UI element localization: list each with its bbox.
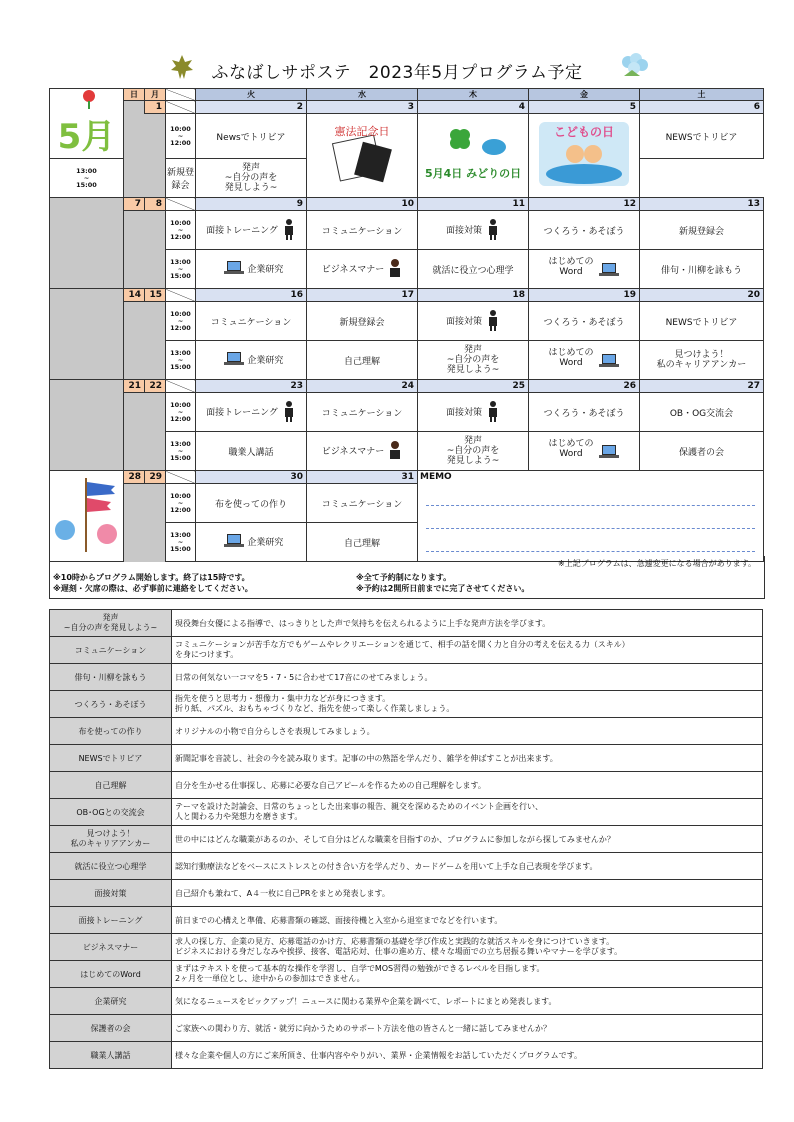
day-number: 7 <box>124 198 145 211</box>
koinobori-image <box>50 471 124 562</box>
memo-line <box>426 506 755 529</box>
program-name: 自己理解 <box>50 772 172 799</box>
program-name: 職業人講話 <box>50 1042 172 1069</box>
day-number: 25 <box>418 380 529 393</box>
hydrangea-icon <box>620 52 650 83</box>
program-name: NEWSでトリビア <box>50 745 172 772</box>
program-cell: ビジネスマナー <box>307 432 418 471</box>
day-number: 27 <box>640 380 764 393</box>
day-number: 8 <box>145 198 166 211</box>
note-line: ※遅刻・欠席の際は、必ず事前に連絡をしてください。 <box>53 584 253 593</box>
svg-text:憲法記念日: 憲法記念日 <box>334 125 390 138</box>
week-row <box>50 101 764 114</box>
memo-line <box>426 483 755 506</box>
carnation-icon <box>80 89 98 109</box>
program-name: コミュニケーション <box>50 637 172 664</box>
note-line: ※10時からプログラム開始します。終了は15時です。 <box>53 573 250 582</box>
program-desc: テーマを設けた討論会、日常のちょっとした出来事の報告、親交を深めるためのイベント企画を行い、 人と関わる力や発想力を磨きます。 <box>172 799 763 826</box>
program-cell: ビジネスマナー <box>307 250 418 289</box>
day-number: 13 <box>640 198 764 211</box>
program-desc: 自己紹介も兼ねて、A４一枚に自己PRをまとめ発表します。 <box>172 880 763 907</box>
program-cell: 発声 ~自分の声を 発見しよう~ <box>418 432 529 471</box>
businessman-icon <box>486 400 500 425</box>
memo-line <box>426 529 755 552</box>
weekday-fri: 金 <box>529 89 640 101</box>
maple-leaf-icon <box>170 54 194 85</box>
day-number: 1 <box>145 101 166 114</box>
month-label: 5月 <box>57 117 116 157</box>
time-am: 10:00 ~ 12:00 <box>166 114 196 159</box>
program-cell: コミュニケーション <box>307 484 418 523</box>
day-number: 12 <box>529 198 640 211</box>
svg-text:5月4日 みどりの日: 5月4日 みどりの日 <box>424 167 522 180</box>
day-number: 5 <box>529 101 640 114</box>
program-cell: 面接トレーニング <box>196 393 307 432</box>
program-name: 就活に役立つ心理学 <box>50 853 172 880</box>
businessman-icon <box>486 309 500 334</box>
program-cell: 企業研究 <box>196 341 307 380</box>
note-line: ※予約は2開所日前までに完了させてください。 <box>356 584 530 593</box>
program-cell: 見つけよう！ 私のキャリアアンカー <box>640 341 764 380</box>
program-cell: 面接トレーニング <box>196 211 307 250</box>
day-number: 22 <box>145 380 166 393</box>
program-cell: つくろう・あそぼう <box>529 211 640 250</box>
program-cell: 自己理解 <box>307 523 418 562</box>
businesswoman-icon <box>388 258 402 281</box>
laptop-icon <box>223 351 245 370</box>
program-description-table <box>49 609 763 1069</box>
program-name: 面接トレーニング <box>50 907 172 934</box>
program-desc: 認知行動療法などをベースにストレスとの付き合い方を学んだり、カードゲームを用いて上手な自己表現を学びます。 <box>172 853 763 880</box>
program-desc: 新聞記事を音読し、社会の今を読み取ります。記事の中の熟語を学んだり、雑学を伸ばすことが出来ます。 <box>172 745 763 772</box>
program-desc: 気になるニュースをピックアップ！ニュースに関わる業界や企業を調べて、レポートにまとめ発表します。 <box>172 988 763 1015</box>
day-number: 11 <box>418 198 529 211</box>
note-line: ※全て予約制になります。 <box>356 573 452 582</box>
program-cell: 新規登録会 <box>166 159 196 198</box>
program-cell: NEWSでトリビア <box>640 114 764 159</box>
laptop-icon <box>598 353 620 372</box>
program-cell: コミュニケーション <box>307 393 418 432</box>
program-cell: コミュニケーション <box>307 211 418 250</box>
day-number: 17 <box>307 289 418 302</box>
program-cell: 企業研究 <box>196 250 307 289</box>
businesswoman-icon <box>388 440 402 463</box>
program-desc: オリジナルの小物で自分らしさを表現してみましょう。 <box>172 718 763 745</box>
header-divider <box>166 89 196 101</box>
program-desc: まずはテキストを使って基本的な操作を学習し、自学でMOS習得の勉強ができるレベルを目指します。 2ヶ月を一単位とし、途中からの参加はできません。 <box>172 961 763 988</box>
day-number: 23 <box>196 380 307 393</box>
weekday-tue: 火 <box>196 89 307 101</box>
program-name: 布を使っての作り <box>50 718 172 745</box>
program-cell: 自己理解 <box>307 341 418 380</box>
day-number: 26 <box>529 380 640 393</box>
day-number: 3 <box>307 101 418 114</box>
program-cell: 面接対策 <box>418 302 529 341</box>
program-cell: NEWSでトリビア <box>640 302 764 341</box>
time-pm: 13:00 ~ 15:00 <box>50 159 124 198</box>
day-number: 20 <box>640 289 764 302</box>
weekday-wed: 水 <box>307 89 418 101</box>
program-cell: Newsでトリビア <box>196 114 307 159</box>
program-desc: 求人の探し方、企業の見方、応募電話のかけ方、応募書類の基礎を学び作成と実践的な就活スキルを身につけていきます。 ビジネスにおける身だしなみや挨拶、接客、電話応対、仕事の進め方、様々な場面での立ち居振る舞いやマナーを学びます。 <box>172 934 763 961</box>
program-name: はじめてのWord <box>50 961 172 988</box>
program-name: 発声 ~自分の声を発見しよう~ <box>50 610 172 637</box>
program-cell: 保護者の会 <box>640 432 764 471</box>
day-number: 4 <box>418 101 529 114</box>
memo-area[interactable] <box>418 471 764 562</box>
program-name: ビジネスマナー <box>50 934 172 961</box>
day-number: 16 <box>196 289 307 302</box>
businessman-icon <box>486 218 500 243</box>
memo-label: MEMO <box>420 472 452 482</box>
program-cell: OB・OG交流会 <box>640 393 764 432</box>
program-cell: 職業人講話 <box>196 432 307 471</box>
day-number: 6 <box>640 101 764 114</box>
weekday-sun: 日 <box>124 89 145 101</box>
program-name: 俳句・川柳を詠もう <box>50 664 172 691</box>
businessman-icon <box>282 400 296 425</box>
program-cell: 企業研究 <box>196 523 307 562</box>
day-number: 15 <box>145 289 166 302</box>
weekday-thu: 木 <box>418 89 529 101</box>
laptop-icon <box>223 533 245 552</box>
day-number: 21 <box>124 380 145 393</box>
day-number: 2 <box>196 101 307 114</box>
program-cell: 就活に役立つ心理学 <box>418 250 529 289</box>
program-cell: 新規登録会 <box>640 211 764 250</box>
laptop-icon <box>598 262 620 281</box>
calendar-table: 5月 日 月 火 水 木 金 土 1 2 3 4 5 6 10:00 ~ 12:00 Newsでトリビア 憲法記念日 5月4日 みどりの日 こどもの日 NEWSでトリビア 13:00 ~ 15:00 新規登録会 発声 ~自分の声を 発見しよう~ 7 8 9 10 11 12 13 10:00 ~ 12:00 面接トレーニング コミュニケーション 面接対策 つくろう・あそぼう 新規登録会 13:00 ~ 15:00 企業研究 ビジネスマナー 就活に役立つ心理学 はじめての Word 俳句・川柳を詠もう 14 15 16 17 18 19 20 10:00 ~ 12:00 コミュニケーション 新規登録会 面接対策 つくろう・あそぼう NEWSでトリビア 13:00 ~ 15:00 企業研究 自己理解 発声 ~自分の声を 発見しよう~ はじめての Word 見つけよう！ 私のキャリアアンカー 21 22 23 24 25 26 27 10:00 ~ 12:00 面接トレーニング コミュニケーション 面接対策 つくろう・あそぼう OB・OG交流会 13:00 ~ 15:00 職業人講話 ビジネスマナー 発声 ~自分の声を 発見しよう~ はじめての Word 保護者の会 28 29 30 31 MEMO 10:00 ~ 12:00 布を使っての作り コミュニケーション 13:00 ~ 15:00 企業研究 自己理解 <box>49 88 764 562</box>
program-cell: 新規登録会 <box>307 302 418 341</box>
svg-text:こどもの日: こどもの日 <box>553 125 615 139</box>
program-desc: 現役舞台女優による指導で、はっきりとした声で気持ちを伝えられるように上手な発声方法を学びます。 <box>172 610 763 637</box>
program-cell: 発声 ~自分の声を 発見しよう~ <box>418 341 529 380</box>
program-cell: 俳句・川柳を詠もう <box>640 250 764 289</box>
program-name: 企業研究 <box>50 988 172 1015</box>
program-cell: つくろう・あそぼう <box>529 393 640 432</box>
day-number: 9 <box>196 198 307 211</box>
notes-box <box>49 556 765 599</box>
program-desc: 世の中にはどんな職業があるのか、そして自分はどんな職業を目指すのか、プログラムに参加しながら探してみませんか？ <box>172 826 763 853</box>
day-number: 10 <box>307 198 418 211</box>
day-number: 30 <box>196 471 307 484</box>
month-badge <box>50 89 124 159</box>
holiday-image-midori <box>418 114 529 198</box>
program-name: 見つけよう！ 私のキャリアアンカー <box>50 826 172 853</box>
program-name: つくろう・あそぼう <box>50 691 172 718</box>
day-number: 28 <box>124 471 145 484</box>
laptop-icon <box>598 444 620 463</box>
day-number: 31 <box>307 471 418 484</box>
laptop-icon <box>223 260 245 279</box>
day-number: 18 <box>418 289 529 302</box>
program-desc: コミュニケーションが苦手な方でもゲームやレクリエーションを通じて、相手の話を聞く力と自分の考えを伝える力（スキル） を身につけます。 <box>172 637 763 664</box>
day-number: 24 <box>307 380 418 393</box>
weekday-header <box>50 89 764 101</box>
program-name: OB･OGとの交流会 <box>50 799 172 826</box>
program-desc: 自分を生かせる仕事探し、応募に必要な自己アピールを作るための自己理解をします。 <box>172 772 763 799</box>
change-notice: ※上記プログラムは、急遽変更になる場合があります。 <box>558 559 756 568</box>
program-desc: 前日までの心構えと準備、応募書類の確認、面接待機と入室から退室までなどを行います。 <box>172 907 763 934</box>
holiday-image-kodomo <box>529 114 640 198</box>
program-desc: 日常の何気ない一コマを5・7・5に合わせて17音にのせてみましょう。 <box>172 664 763 691</box>
program-cell: 発声 ~自分の声を 発見しよう~ <box>196 159 307 198</box>
page-title: ふなばしサポステ 2023年5月プログラム予定 <box>0 58 794 83</box>
program-name: 保護者の会 <box>50 1015 172 1042</box>
program-desc: 指先を使うと思考力・想像力・集中力などが身につきます。 折り紙、パズル、おもちゃづくりなど、指先を使って楽しく作業しましょう。 <box>172 691 763 718</box>
day-number: 19 <box>529 289 640 302</box>
program-cell: はじめての Word <box>529 341 640 380</box>
weekday-mon: 月 <box>145 89 166 101</box>
program-cell: 面接対策 <box>418 211 529 250</box>
day-number: 14 <box>124 289 145 302</box>
holiday-image-kenpo <box>307 114 418 198</box>
program-desc: 様々な企業や個人の方にご来所頂き、仕事内容ややりがい、業界・企業情報をお話していただくプログラムです。 <box>172 1042 763 1069</box>
businessman-icon <box>282 218 296 243</box>
weekday-sat: 土 <box>640 89 764 101</box>
program-cell: 布を使っての作り <box>196 484 307 523</box>
program-cell: つくろう・あそぼう <box>529 302 640 341</box>
program-cell: はじめての Word <box>529 432 640 471</box>
program-name: 面接対策 <box>50 880 172 907</box>
program-cell: コミュニケーション <box>196 302 307 341</box>
program-desc: ご家族への関わり方、就活・就労に向かうためのサポート方法を他の皆さんと一緒に話してみませんか？ <box>172 1015 763 1042</box>
program-cell: はじめての Word <box>529 250 640 289</box>
program-cell: 面接対策 <box>418 393 529 432</box>
day-number: 29 <box>145 471 166 484</box>
